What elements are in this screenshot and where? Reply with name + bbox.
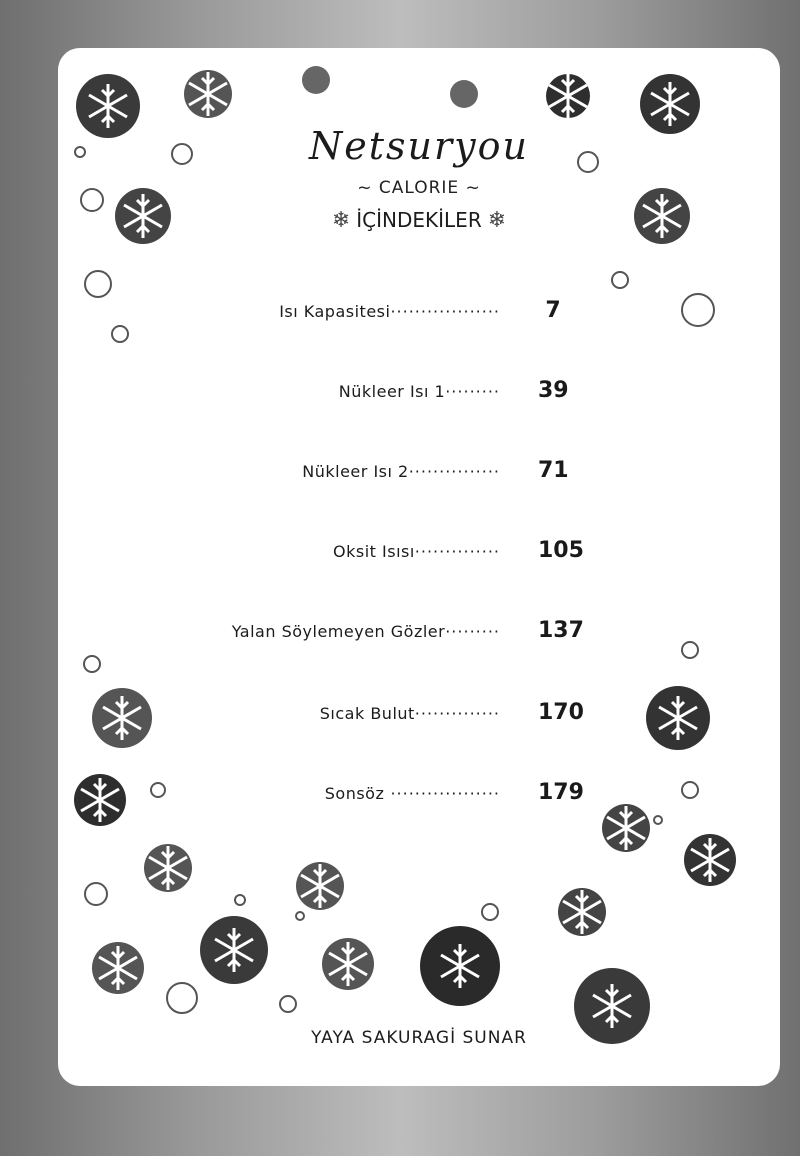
toc-entry[interactable] — [58, 700, 780, 734]
book-title: Netsuryou — [309, 124, 529, 168]
snowflake-icon — [200, 916, 268, 984]
toc-page-number: 39 — [538, 378, 569, 403]
toc-page-number: 137 — [538, 618, 584, 643]
toc-entry-title: Sonsöz — [324, 784, 385, 803]
toc-entry[interactable] — [58, 780, 780, 814]
snowflake-icon — [184, 70, 232, 118]
snowflake-icon — [420, 926, 500, 1006]
snowflake-icon — [684, 834, 736, 886]
toc-page-number: 7 — [545, 298, 561, 323]
snowflake-icon — [144, 844, 192, 892]
toc-leader-dots: ········· — [445, 622, 500, 641]
toc-leader-dots: ········· — [445, 382, 500, 401]
toc-page-number: 105 — [538, 538, 584, 563]
toc-entry[interactable] — [58, 458, 780, 492]
toc-leader-dots: ·················· — [384, 784, 500, 803]
snowflake-icon — [546, 74, 590, 118]
toc-leader-dots: ·············· — [414, 704, 500, 723]
toc-entry[interactable] — [58, 618, 780, 652]
toc-page-number: 71 — [538, 458, 569, 483]
book-subtitle: ~ CALORIE ~ — [357, 178, 481, 198]
toc-leader-dots: ·············· — [414, 542, 500, 561]
toc-page-number: 179 — [538, 780, 584, 805]
snowflake-icon: ❄ — [487, 208, 507, 233]
contents-heading — [58, 208, 780, 233]
toc-leader-dots: ··············· — [408, 462, 500, 481]
toc-entry-title: Nükleer Isı 2 — [302, 462, 409, 481]
snowflake-icon — [450, 80, 478, 108]
snowflake-icon — [322, 938, 374, 990]
contents-page — [58, 48, 780, 1086]
toc-entry[interactable] — [58, 298, 780, 332]
toc-entry-title: Sıcak Bulut — [319, 704, 415, 723]
toc-page-number: 170 — [538, 700, 584, 725]
footer-credit: YAYA SAKURAGİ SUNAR — [311, 1028, 527, 1048]
toc-entry[interactable] — [58, 378, 780, 412]
snowflake-icon — [296, 862, 344, 910]
toc-entry-title: Oksit Isısı — [333, 542, 415, 561]
snowflake-icon: ❄ — [331, 208, 351, 233]
contents-heading-text: İÇİNDEKİLER — [356, 208, 482, 232]
toc-entry-title: Nükleer Isı 1 — [338, 382, 446, 401]
snowflake-icon — [92, 942, 144, 994]
toc-entry[interactable] — [58, 538, 780, 572]
toc-leader-dots: ·················· — [390, 302, 500, 321]
toc-entry-title: Isı Kapasitesi — [279, 302, 391, 321]
toc-entry-title: Yalan Söylemeyen Gözler — [231, 622, 446, 641]
snowflake-icon — [302, 66, 330, 94]
snowflake-icon — [558, 888, 606, 936]
